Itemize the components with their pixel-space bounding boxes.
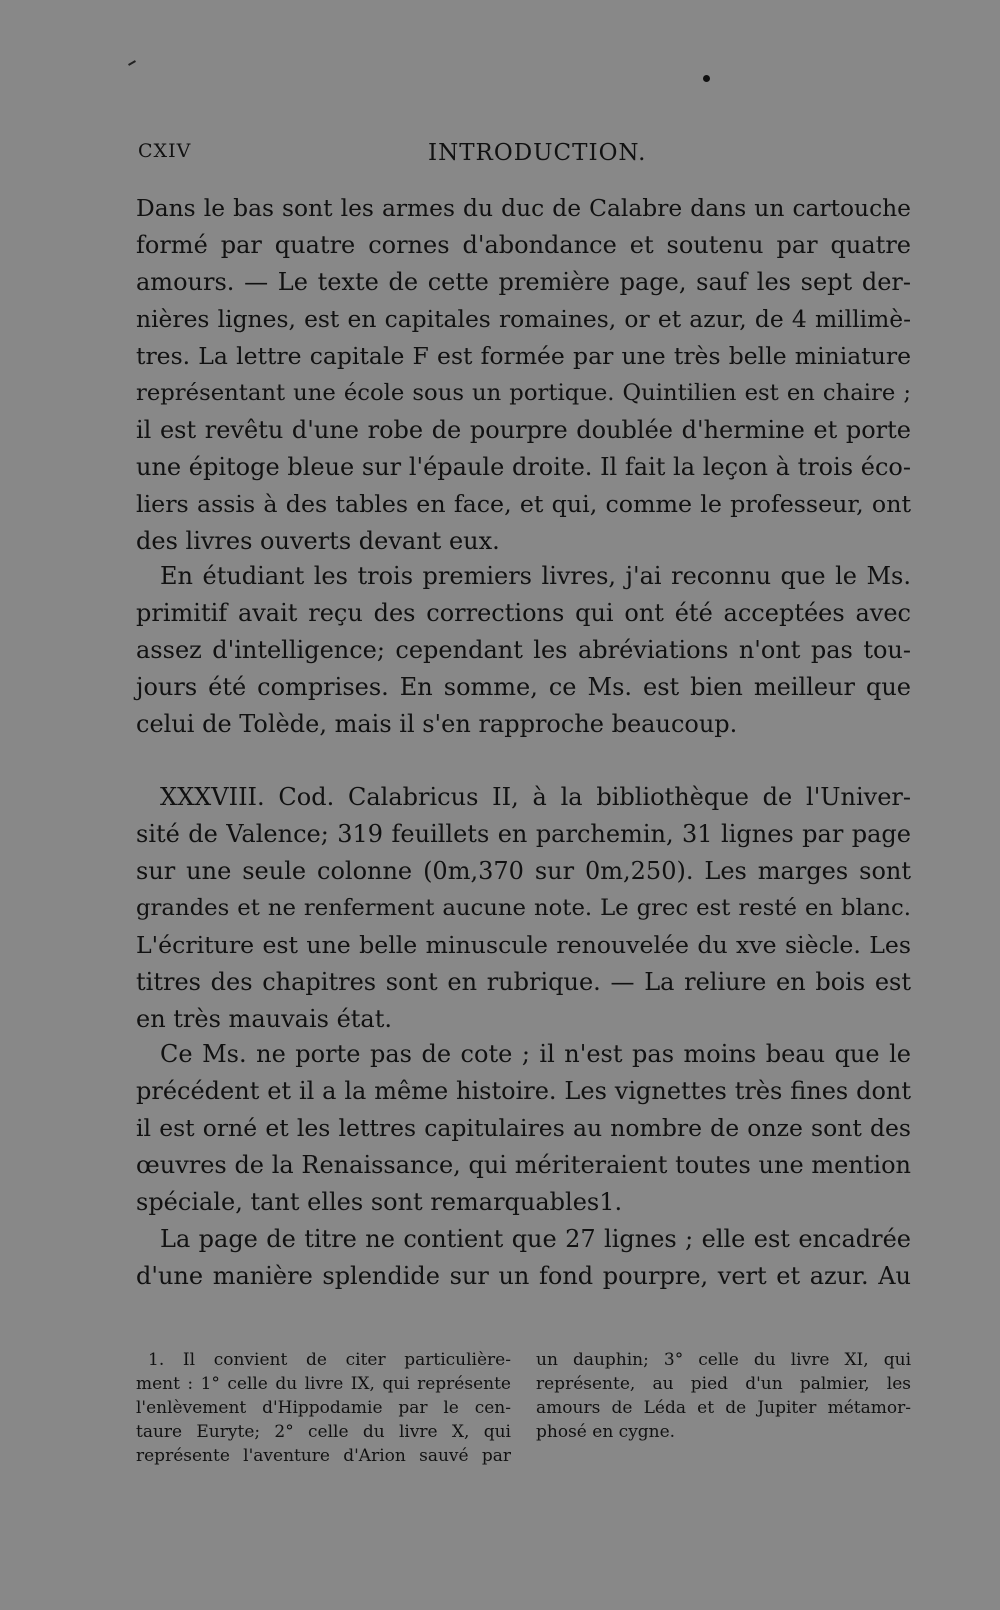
text-line: il est revêtu d'une robe de pourpre doublée d'hermine et porte: [136, 416, 911, 444]
running-head: [138, 140, 908, 172]
text-line: tres. La lettre capitale F est formée par une très belle miniature: [136, 342, 911, 370]
footnote-line: 1. Il convient de citer particulière-: [148, 1350, 511, 1370]
text-line: il est orné et les lettres capitulaires au nombre de onze sont des: [136, 1114, 911, 1142]
footnote-line: représente, au pied d'un palmier, les: [536, 1374, 911, 1394]
text-line: en très mauvais état.: [136, 1005, 392, 1033]
stray-mark: [128, 60, 136, 66]
text-line: des livres ouverts devant eux.: [136, 527, 500, 555]
text-line: représentant une école sous un portique. Quintilien est en chaire ;: [136, 380, 911, 406]
text-line: spéciale, tant elles sont remarquables1.: [136, 1188, 623, 1216]
text-line: jours été comprises. En somme, ce Ms. est bien meilleur que: [136, 673, 911, 701]
footnote-column-left: [136, 1348, 511, 1468]
text-line: sité de Valence; 319 feuillets en parchemin, 31 lignes par page: [136, 820, 911, 848]
paragraph-arms-description: [136, 190, 911, 560]
text-line: liers assis à des tables en face, et qui, comme le professeur, ont: [136, 490, 911, 518]
text-line: d'une manière splendide sur un fond pourpre, vert et azur. Au: [136, 1262, 911, 1290]
text-line: Dans le bas sont les armes du duc de Calabre dans un cartouche: [136, 194, 911, 222]
footnote-line: amours de Léda et de Jupiter métamor-: [536, 1398, 911, 1418]
text-line: sur une seule colonne (0m,370 sur 0m,250). Les marges sont: [136, 857, 911, 885]
text-line: œuvres de la Renaissance, qui mériteraient toutes une mention: [136, 1151, 911, 1179]
footnote-line: représente l'aventure d'Arion sauvé par: [136, 1446, 511, 1466]
paragraph-vignettes: [136, 1036, 911, 1221]
text-line: nières lignes, est en capitales romaines, or et azur, de 4 millimè-: [136, 305, 911, 333]
running-title: INTRODUCTION.: [428, 140, 647, 166]
footnote-line: taure Euryte; 2° celle du livre X, qui: [136, 1422, 511, 1442]
paragraph-corrections: [136, 558, 911, 743]
text-line: celui de Tolède, mais il s'en rapproche beaucoup.: [136, 710, 738, 738]
paragraph-title-page: [136, 1221, 911, 1295]
text-line: En étudiant les trois premiers livres, j'ai reconnu que le Ms.: [160, 562, 911, 590]
ink-dot: [703, 75, 710, 82]
text-line: grandes et ne renferment aucune note. Le grec est resté en blanc.: [136, 895, 911, 921]
footnote-line: un dauphin; 3° celle du livre XI, qui: [536, 1350, 911, 1370]
text-line: Ce Ms. ne porte pas de cote ; il n'est pas moins beau que le: [160, 1040, 911, 1068]
text-line: XXXVIII. Cod. Calabricus II, à la bibliothèque de l'Univer-: [160, 783, 911, 811]
text-line: précédent et il a la même histoire. Les vignettes très fines dont: [136, 1077, 911, 1105]
footnote-column-right: [536, 1348, 911, 1444]
text-line: titres des chapitres sont en rubrique. — La reliure en bois est: [136, 968, 911, 996]
paragraph-codex-xxxviii: [136, 779, 911, 1038]
text-line: L'écriture est une belle minuscule renouvelée du xve siècle. Les: [136, 931, 911, 959]
text-line: une épitoge bleue sur l'épaule droite. Il fait la leçon à trois éco-: [136, 453, 911, 481]
footnote-line: l'enlèvement d'Hippodamie par le cen-: [136, 1398, 511, 1418]
footnote-line: phosé en cygne.: [536, 1422, 676, 1442]
text-line: amours. — Le texte de cette première page, sauf les sept der-: [136, 268, 911, 296]
page-folio: CXIV: [138, 140, 192, 162]
text-line: assez d'intelligence; cependant les abréviations n'ont pas tou-: [136, 636, 911, 664]
text-line: primitif avait reçu des corrections qui ont été acceptées avec: [136, 599, 911, 627]
text-line: La page de titre ne contient que 27 lignes ; elle est encadrée: [160, 1225, 911, 1253]
text-line: formé par quatre cornes d'abondance et soutenu par quatre: [136, 231, 911, 259]
footnote-line: ment : 1° celle du livre IX, qui représente: [136, 1374, 511, 1394]
